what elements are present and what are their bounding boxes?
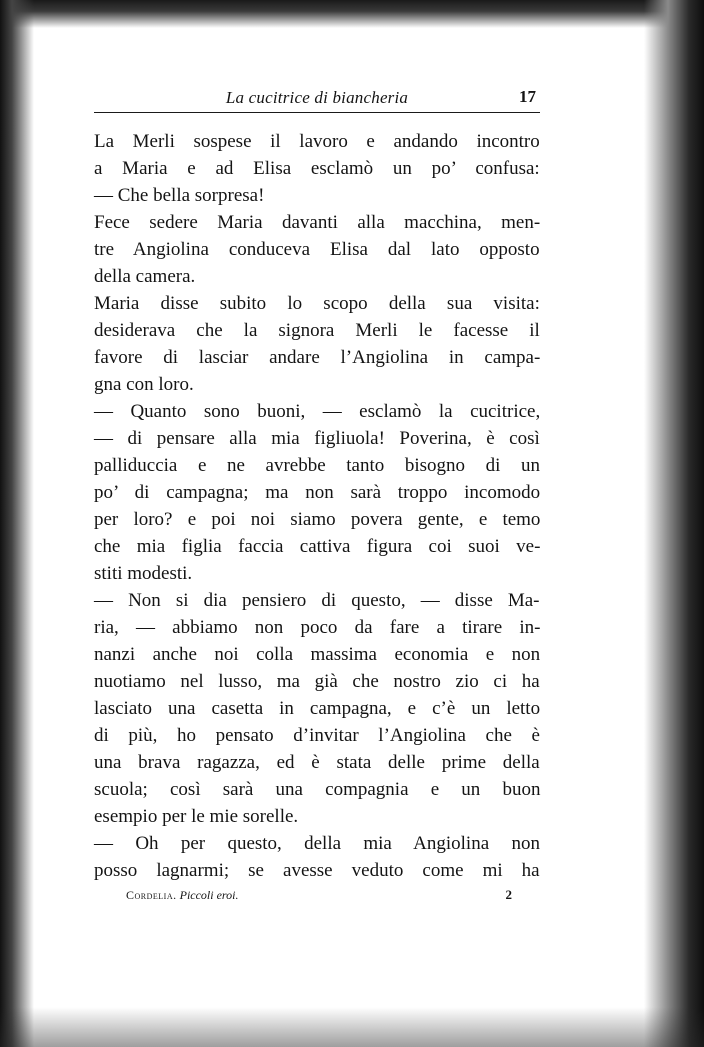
text-line: nuotiamo nel lusso, ma già che nostro zio ci ha <box>94 671 540 692</box>
text-line: stiti modesti. <box>94 563 193 584</box>
text-line: per loro? e poi noi siamo povera gente, e temo <box>94 509 541 530</box>
footer-work-title: Piccoli eroi. <box>179 888 239 902</box>
text-line: — Non si dia pensiero di questo, — disse Ma- <box>94 590 540 611</box>
footer-author: Cordelia. <box>126 888 177 902</box>
page-edge-shadow-bottom <box>0 1007 704 1047</box>
text-line: ria, — abbiamo non poco da fare a tirare in- <box>94 617 541 638</box>
text-line: — di pensare alla mia figliuola! Poverina, è così <box>94 428 540 449</box>
page-edge-shadow-right <box>644 0 704 1047</box>
text-line: Fece sedere Maria davanti alla macchina, men- <box>94 212 541 233</box>
text-line: una brava ragazza, ed è stata delle prime della <box>94 752 540 773</box>
text-line: lasciato una casetta in campagna, e c’è un letto <box>94 698 541 719</box>
text-line: a Maria e ad Elisa esclamò un po’ confusa: <box>94 158 540 179</box>
signature-mark: 2 <box>505 887 512 902</box>
text-line: — Che bella sorpresa! <box>94 185 265 206</box>
text-line: Maria disse subito lo scopo della sua visita: <box>94 293 540 314</box>
running-title: La cucitrice di biancheria <box>225 88 409 107</box>
footer-citation <box>126 888 238 903</box>
text-line: palliduccia e ne avrebbe tanto bisogno di un <box>94 455 541 476</box>
text-line: di più, ho pensato d’invitar l’Angiolina che è <box>94 725 540 746</box>
text-line: nanzi anche noi colla massima economia e non <box>94 644 541 665</box>
text-line: — Oh per questo, della mia Angiolina non <box>94 833 540 854</box>
text-line: gna con loro. <box>94 374 194 395</box>
body-text <box>94 128 540 884</box>
text-line: tre Angiolina conduceva Elisa dal lato opposto <box>94 239 540 260</box>
text-line: che mia figlia faccia cattiva figura coi suoi ve- <box>94 536 541 557</box>
text-line: — Quanto sono buoni, — esclamò la cucitrice, <box>94 401 541 422</box>
page-number: 17 <box>519 87 536 106</box>
text-line: La Merli sospese il lavoro e andando incontro <box>94 131 540 152</box>
text-line: della camera. <box>94 266 196 287</box>
text-line: favore di lasciar andare l’Angiolina in campa- <box>94 347 541 368</box>
text-line: esempio per le mie sorelle. <box>94 806 299 827</box>
text-line: posso lagnarmi; se avesse veduto come mi ha <box>94 860 540 881</box>
running-header <box>94 84 540 113</box>
page-edge-shadow-left <box>0 0 34 1047</box>
page-footer <box>126 888 516 908</box>
text-line: scuola; così sarà una compagnia e un buon <box>94 779 541 800</box>
page-edge-shadow-top <box>0 0 704 28</box>
text-line: desiderava che la signora Merli le facesse il <box>94 320 540 341</box>
text-line: po’ di campagna; ma non sarà troppo incomodo <box>94 482 541 503</box>
